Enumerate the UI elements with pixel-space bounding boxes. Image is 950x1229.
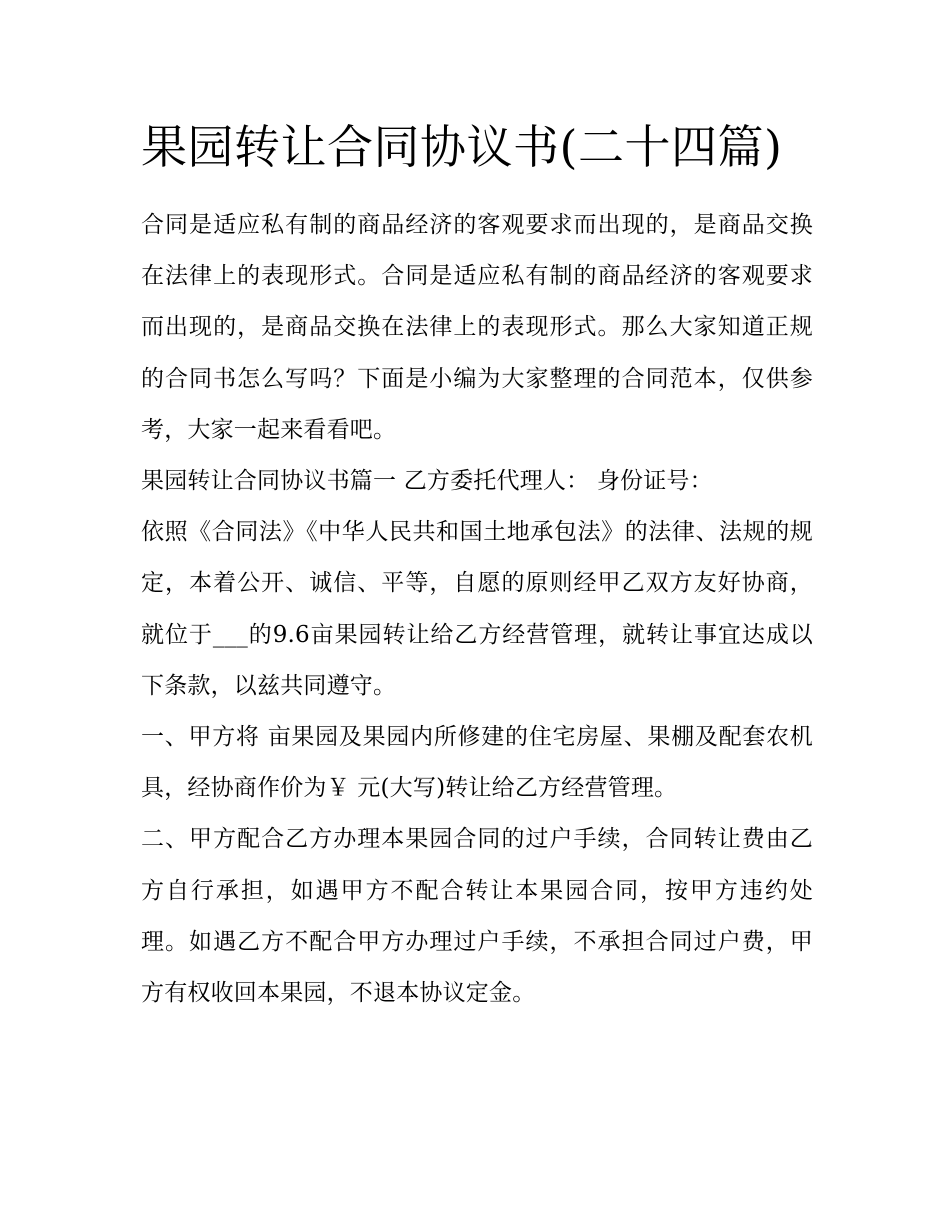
paragraph-clause-2: 二、甲方配合乙方办理本果园合同的过户手续，合同转让费由乙方自行承担，如遇甲方不配合转让本果园合同，按甲方违约处理。如遇乙方不配合甲方办理过户手续，不承担合同过户费，甲方有权收回本果园，不退本协议定金。	[141, 826, 813, 1007]
document-title: 果园转让合同协议书(二十四篇)	[141, 120, 783, 174]
document-body	[141, 108, 813, 1019]
paragraph-preamble: 依照《合同法》《中华人民共和国土地承包法》的法律、法规的规定，本着公开、诚信、平等，自愿的原则经甲乙双方友好协商，就位于___的9.6亩果园转让给乙方经营管理，就转让事宜达成以下条款，以兹共同遵守。	[141, 519, 813, 699]
paragraph-intro: 合同是适应私有制的商品经济的客观要求而出现的，是商品交换在法律上的表现形式。合同是适应私有制的商品经济的客观要求而出现的，是商品交换在法律上的表现形式。那么大家知道正规的合同书怎么写吗？下面是小编为大家整理的合同范本，仅供参考，大家一起来看看吧。	[141, 212, 813, 443]
paragraph-section-heading: 果园转让合同协议书篇一 乙方委托代理人： 身份证号：	[141, 468, 713, 495]
paragraph-clause-1: 一、甲方将 亩果园及果园内所修建的住宅房屋、果棚及配套农机具，经协商作价为￥ 元(大写)转让给乙方经营管理。	[141, 724, 813, 802]
